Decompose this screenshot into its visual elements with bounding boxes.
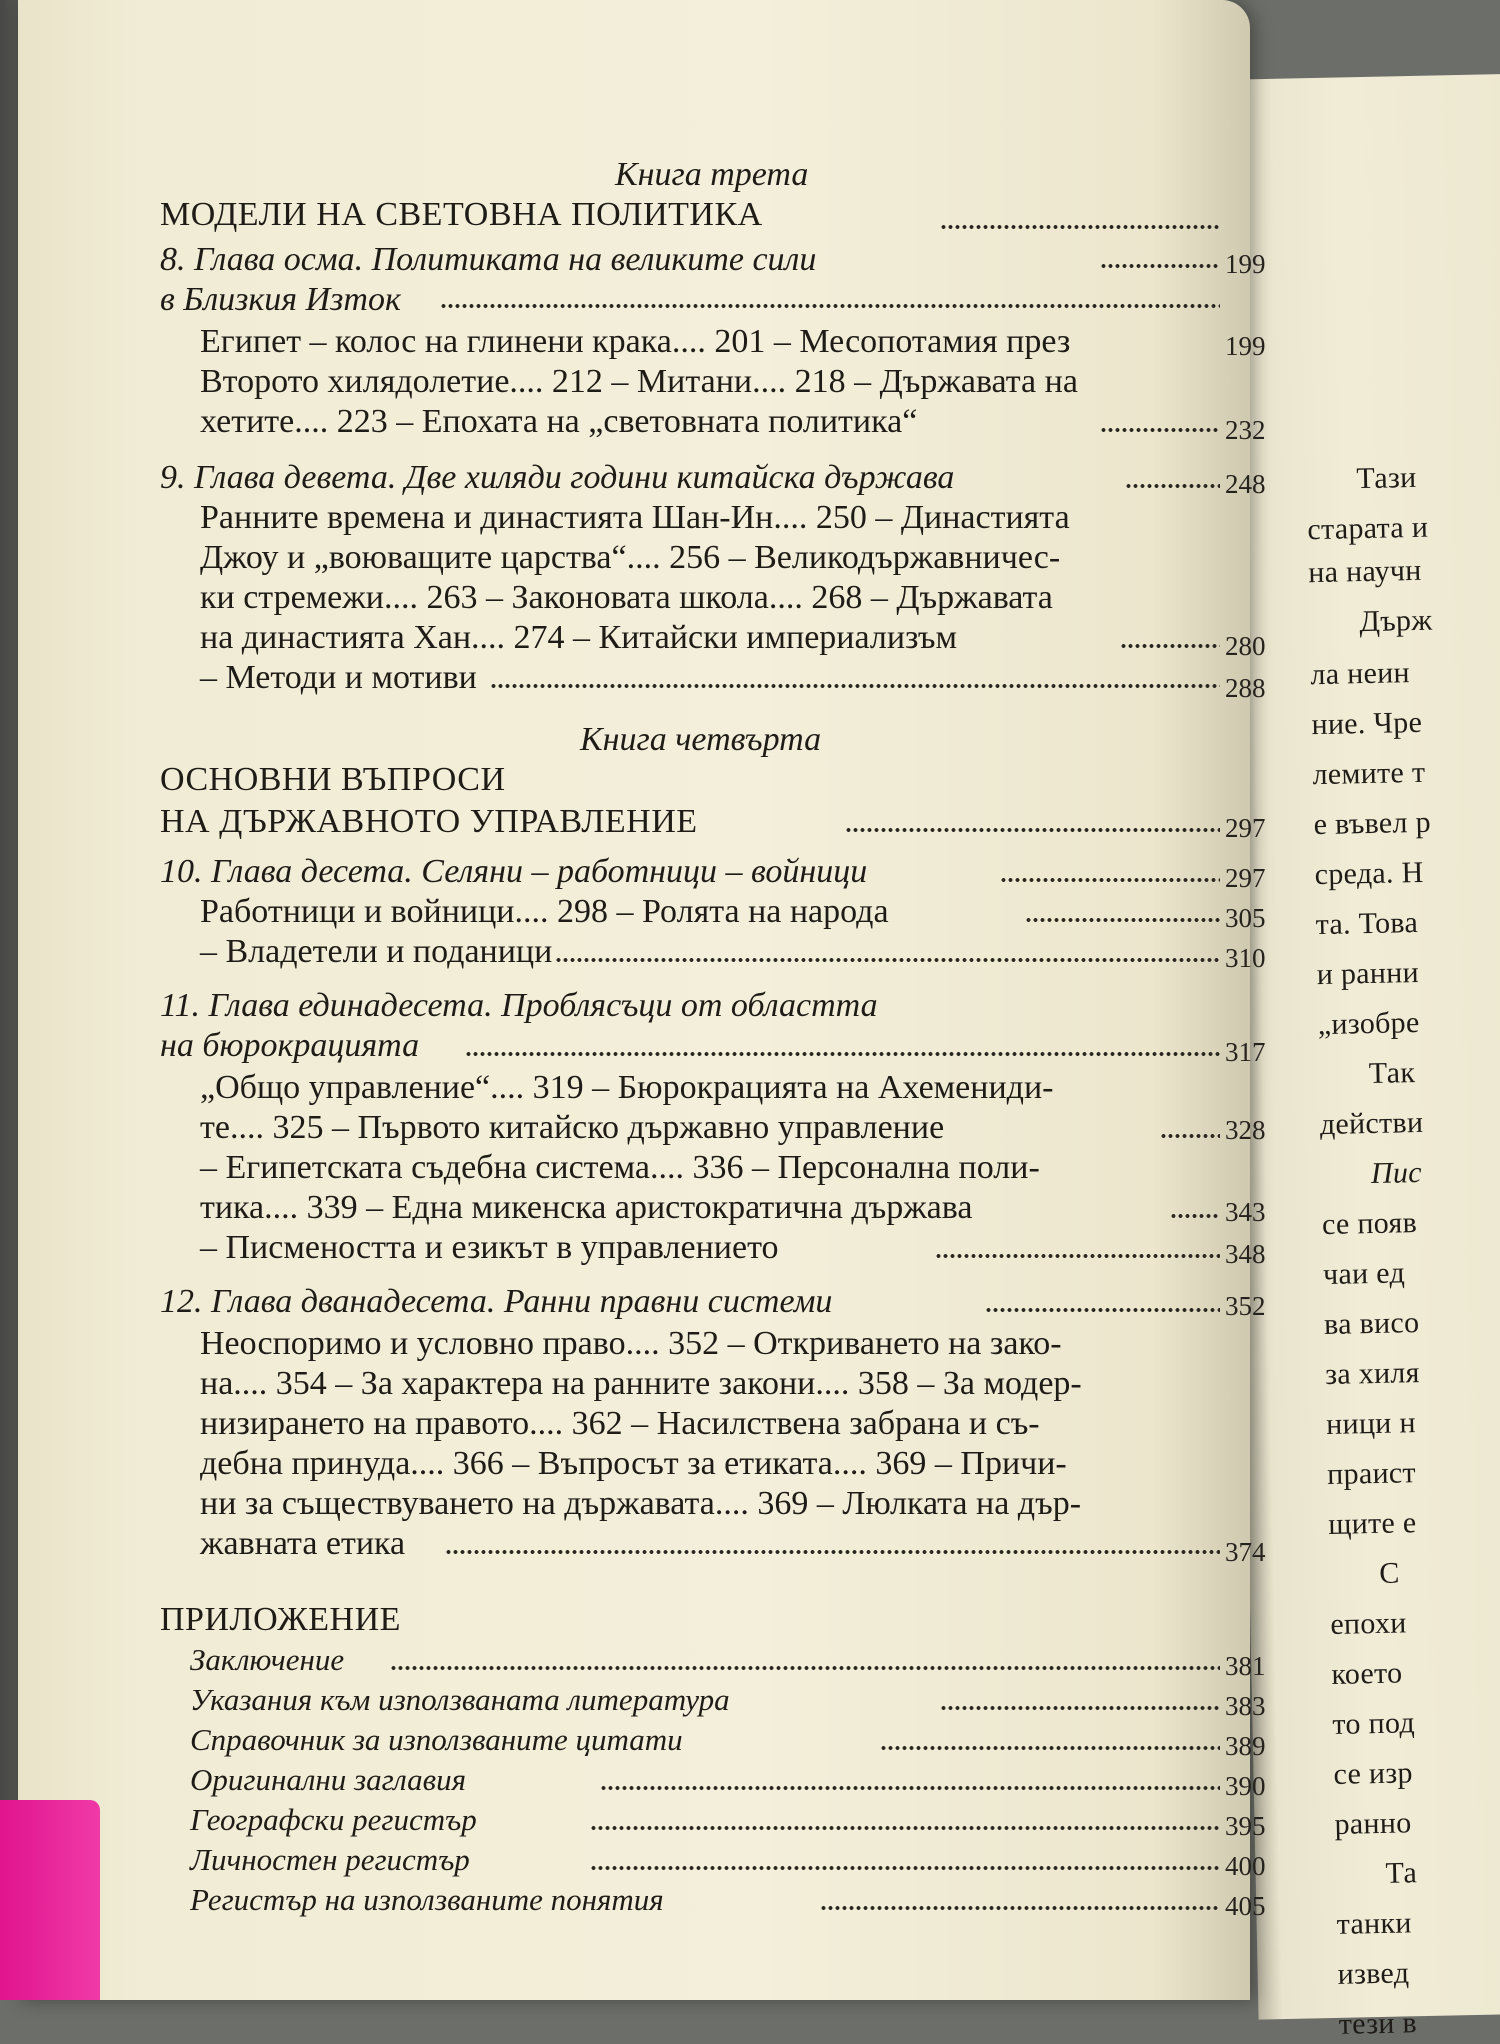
- ch11-line: „Общо управление“.... 319 – Бюрокрацията на Ахемениди-: [200, 1069, 1054, 1106]
- leader-dots: [820, 1906, 1220, 1910]
- appendix-title: ПРИЛОЖЕНИЕ: [160, 1601, 401, 1638]
- ch11-title-line2: на бюрокрацията: [160, 1027, 420, 1064]
- appendix-page: 383: [1225, 1691, 1266, 1721]
- ch12-line: жавната етика: [200, 1525, 406, 1562]
- leader-dots: [985, 1308, 1220, 1312]
- ch12-end-page: 374: [1225, 1537, 1266, 1567]
- ch10-page-305: 305: [1225, 903, 1266, 933]
- appendix-item: Оригинални заглавия: [190, 1762, 467, 1797]
- right-page-line: ници н: [1325, 1406, 1417, 1442]
- right-page-line: „изобре: [1317, 1005, 1420, 1042]
- book4-page: 297: [1225, 813, 1266, 843]
- ch9-page: 248: [1225, 469, 1266, 499]
- ch11-line: – Египетската съдебна система.... 336 – Персонална поли-: [200, 1149, 1040, 1186]
- leader-dots: [1120, 644, 1220, 648]
- appendix-item: Личностен регистър: [190, 1842, 470, 1877]
- ch12-line: низирането на правото.... 362 – Насилствена забрана и съ-: [200, 1405, 1040, 1442]
- ch8-title-line2: в Близкия Изток: [160, 281, 401, 318]
- right-page-line: и ранни: [1316, 955, 1420, 992]
- appendix-page: 390: [1225, 1771, 1266, 1801]
- leader-dots: [1000, 878, 1220, 882]
- leader-dots: [590, 1866, 1220, 1870]
- leader-dots: [880, 1746, 1220, 1750]
- right-page-line: та. Това: [1315, 905, 1419, 942]
- ch9-line: ки стремежи.... 263 – Законовата школа.... 268 – Държавата: [200, 579, 1053, 616]
- ch12-line: дебна принуда.... 366 – Въпросът за етиката.... 369 – Причи-: [200, 1445, 1067, 1482]
- ch11-page-328: 328: [1225, 1115, 1266, 1145]
- ch11-line: тика.... 339 – Една микенска аристократична държава: [200, 1189, 973, 1226]
- pink-bookmark: [0, 1800, 100, 2000]
- right-page-line: ние. Чре: [1311, 705, 1423, 742]
- ch8-line: хетите.... 223 – Епохата на „световната политика“: [200, 403, 918, 440]
- ch11-line: – Писмеността и езикът в управлението: [200, 1229, 779, 1266]
- appendix-page: 405: [1225, 1891, 1266, 1921]
- appendix-page: 400: [1225, 1851, 1266, 1881]
- ch9-line: на династията Хан.... 274 – Китайски империализъм: [200, 619, 957, 656]
- right-page-line: то под: [1332, 1706, 1416, 1741]
- ch8-page: 199: [1225, 249, 1266, 279]
- book3-label: Книга трета: [615, 156, 809, 193]
- ch11-end-page: 348: [1225, 1239, 1266, 1269]
- right-page-line: лемите т: [1312, 755, 1426, 792]
- appendix-item: Географски регистър: [190, 1802, 477, 1837]
- leader-dots: [390, 1666, 1220, 1670]
- ch9-end-page: 288: [1225, 673, 1266, 703]
- ch12-line: на.... 354 – За характера на ранните закони.... 358 – За модер-: [200, 1365, 1082, 1402]
- appendix-page: 381: [1225, 1651, 1266, 1681]
- right-page-line: което: [1331, 1656, 1403, 1691]
- ch9-title: 9. Глава девета. Две хиляди години китайска държава: [160, 459, 955, 496]
- leader-dots: [590, 1826, 1220, 1830]
- ch12-title: 12. Глава дванадесета. Ранни правни системи: [160, 1283, 833, 1320]
- appendix-item: Заключение: [190, 1642, 345, 1677]
- leader-dots: [440, 304, 1220, 308]
- ch11-page: 317: [1225, 1037, 1266, 1067]
- right-page-line: праист: [1326, 1456, 1417, 1492]
- book4-label: Книга четвърта: [580, 721, 822, 758]
- leader-dots: [1100, 428, 1220, 432]
- right-page-line: се изр: [1333, 1756, 1414, 1791]
- appendix-item: Указания към използваната литература: [190, 1682, 730, 1717]
- appendix-item: Справочник за използваните цитати: [190, 1722, 683, 1757]
- ch8-end-page: 232: [1225, 415, 1266, 445]
- ch8-line: Египет – колос на глинени крака.... 201 – Месопотамия през: [200, 323, 1071, 360]
- ch12-line: Неоспоримо и условно право.... 352 – Откриването на зако-: [200, 1325, 1062, 1362]
- leader-dots: [1125, 484, 1220, 488]
- leader-dots: [465, 1052, 1220, 1056]
- right-page-line: на научн: [1307, 553, 1422, 590]
- ch12-page: 352: [1225, 1291, 1266, 1321]
- ch9-line: Джоу и „воюващите царства“.... 256 – Великодържавничес-: [200, 539, 1061, 576]
- leader-dots: [1025, 918, 1220, 922]
- right-page-line: Тази: [1356, 460, 1417, 496]
- book4-title-line2: НА ДЪРЖАВНОТО УПРАВЛЕНИЕ: [160, 803, 698, 840]
- book3-title: МОДЕЛИ НА СВЕТОВНА ПОЛИТИКА: [160, 196, 763, 233]
- book4-title-line1: ОСНОВНИ ВЪПРОСИ: [160, 761, 506, 798]
- leader-dots: [940, 1706, 1220, 1710]
- ch9-line: Ранните времена и династията Шан-Ин.... 250 – Династията: [200, 499, 1070, 536]
- leader-dots: [845, 828, 1220, 832]
- ch8-subpage: 199: [1225, 331, 1266, 361]
- right-page-line: ва висо: [1323, 1306, 1420, 1342]
- ch10-end-page: 310: [1225, 943, 1266, 973]
- ch9-line: – Методи и мотиви: [200, 659, 477, 696]
- ch12-line: ни за съществуването на държавата.... 369 – Люлката на дър-: [200, 1485, 1082, 1522]
- leader-dots: [1100, 264, 1220, 268]
- leader-dots: [445, 1550, 1220, 1554]
- right-page-line: ла неин: [1310, 656, 1411, 692]
- right-page-line: тези в: [1338, 2006, 1418, 2041]
- ch8-title-line1: 8. Глава осма. Политиката на великите сили: [160, 241, 817, 278]
- right-page-line: С: [1378, 1556, 1400, 1590]
- right-page-line: Пис: [1370, 1155, 1423, 1191]
- right-page-line: се появ: [1321, 1206, 1418, 1242]
- ch11-title-line1: 11. Глава единадесета. Проблясъци от областта: [160, 987, 878, 1024]
- right-page-line: щите е: [1327, 1506, 1417, 1542]
- appendix-item: Регистър на използваните понятия: [190, 1882, 664, 1917]
- leader-dots: [555, 958, 1220, 962]
- right-page-line: среда. Н: [1314, 855, 1424, 892]
- right-page-line: Так: [1368, 1056, 1416, 1091]
- right-page-line: действи: [1319, 1105, 1424, 1142]
- ch10-line: – Владетели и поданици: [200, 933, 553, 970]
- leader-dots: [1160, 1134, 1220, 1138]
- ch11-line: те.... 325 – Първото китайско държавно управление: [200, 1109, 945, 1146]
- leader-dots: [490, 684, 1220, 688]
- right-page-line: е въвел р: [1313, 805, 1432, 842]
- right-page-line: старата и: [1307, 510, 1429, 547]
- right-page-line: Та: [1385, 1856, 1418, 1890]
- right-page-line: епохи: [1330, 1606, 1407, 1641]
- right-page-line: чаи ед: [1322, 1256, 1406, 1292]
- leader-dots: [1170, 1214, 1220, 1218]
- leader-dots: [935, 1254, 1220, 1258]
- leader-dots: [940, 225, 1220, 229]
- ch11-page-343: 343: [1225, 1197, 1266, 1227]
- ch9-page-280: 280: [1225, 631, 1266, 661]
- ch10-page: 297: [1225, 863, 1266, 893]
- right-page-line: ранно: [1334, 1806, 1412, 1841]
- right-page-line: танки: [1336, 1906, 1412, 1941]
- right-page-line: извед: [1337, 1956, 1410, 1991]
- appendix-page: 395: [1225, 1811, 1266, 1841]
- ch8-line: Второто хилядолетие.... 212 – Митани.... 218 – Държавата на: [200, 363, 1078, 400]
- appendix-page: 389: [1225, 1731, 1266, 1761]
- right-page-line: за хиля: [1324, 1356, 1421, 1392]
- leader-dots: [600, 1786, 1220, 1790]
- ch10-title: 10. Глава десета. Селяни – работници – войници: [160, 853, 868, 890]
- ch10-line: Работници и войници.... 298 – Ролята на народа: [200, 893, 889, 930]
- right-page-line: Държ: [1359, 603, 1433, 639]
